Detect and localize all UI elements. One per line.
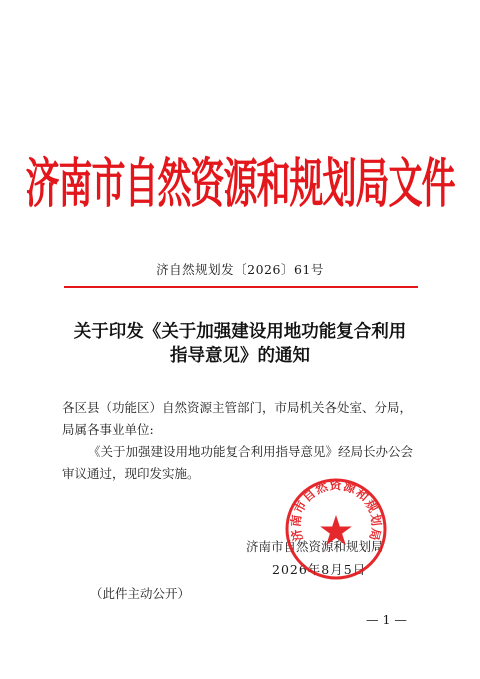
official-seal bbox=[284, 477, 388, 581]
red-separator-line bbox=[64, 286, 418, 288]
page-number: — 1 — bbox=[366, 612, 407, 627]
body-paragraph-line-1: 《关于加强建设用地功能复合利用指导意见》经局长办公会 bbox=[88, 444, 414, 459]
org-header-title: 济南市自然资源和规划局文件 bbox=[25, 153, 455, 216]
document-number: 济自然规划发〔2026〕61号 bbox=[156, 262, 324, 277]
document-body bbox=[62, 397, 422, 485]
recipients-line-1: 各区县（功能区）自然资源主管部门，市局机关各处室、分局， bbox=[62, 400, 413, 415]
body-paragraph-line-2: 审议通过，现印发实施。 bbox=[62, 466, 200, 481]
star-icon bbox=[320, 515, 352, 545]
signature-organization: 济南市自然资源和规划局 bbox=[246, 539, 384, 554]
seal-text: 济南市自然资源和规划局 bbox=[288, 478, 384, 543]
document-title-line-1: 关于印发《关于加强建设用地功能复合利用 bbox=[73, 322, 407, 342]
publication-note: （此件主动公开） bbox=[90, 586, 191, 601]
signature-date: 2026年8月5日 bbox=[272, 562, 367, 577]
document-title-line-2: 指导意见》的通知 bbox=[170, 346, 310, 366]
document-title bbox=[40, 320, 440, 368]
recipients-line-2: 局属各事业单位: bbox=[62, 422, 154, 437]
